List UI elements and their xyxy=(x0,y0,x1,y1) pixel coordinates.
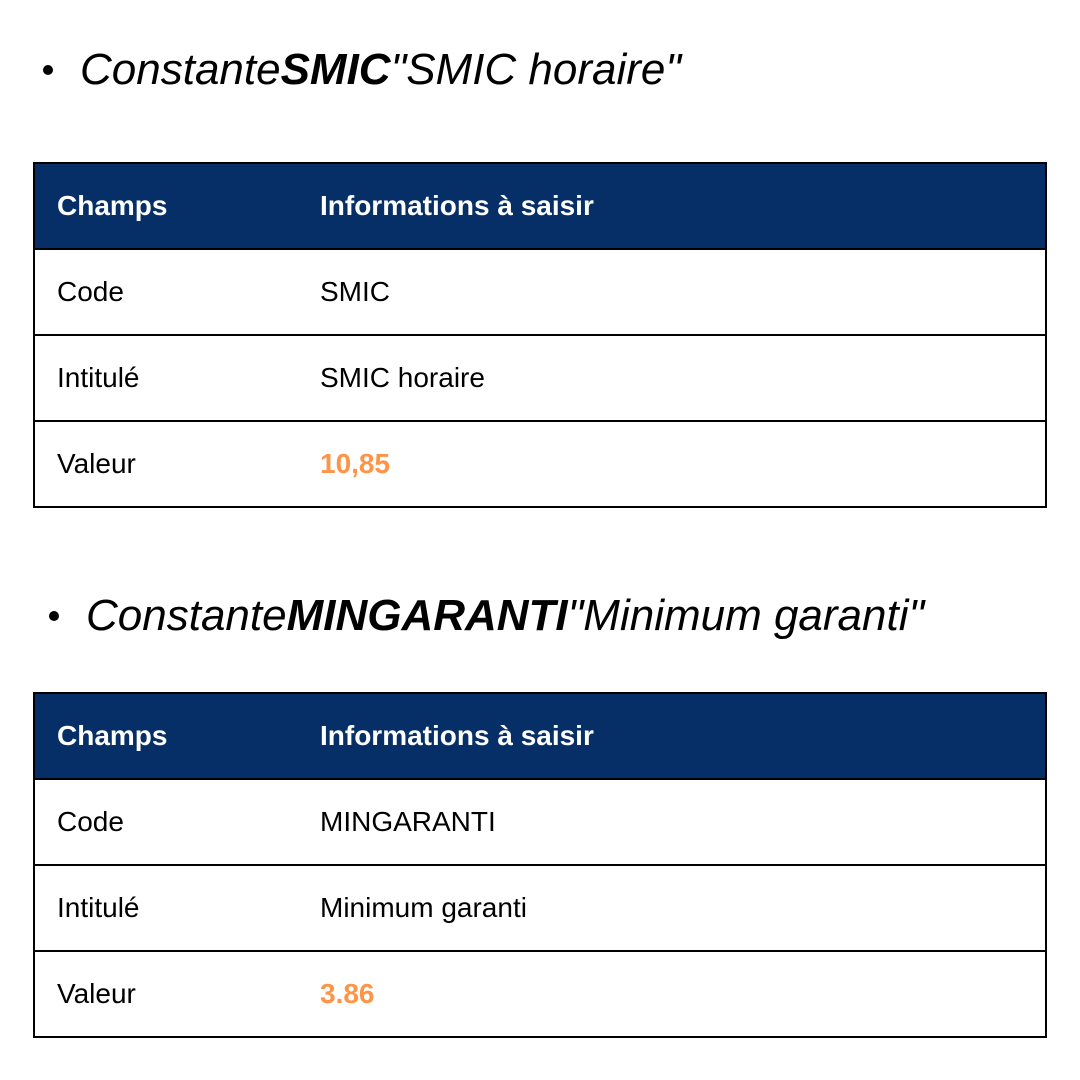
section-heading-smic xyxy=(43,45,682,94)
bullet-icon xyxy=(49,611,59,621)
field-intitule-label: Intitulé xyxy=(34,865,298,951)
header-champs: Champs xyxy=(34,693,298,779)
constant-table-smic xyxy=(33,162,1047,508)
field-intitule-value: SMIC horaire xyxy=(298,335,1046,421)
field-valeur-value: 3.86 xyxy=(298,951,1046,1037)
header-champs: Champs xyxy=(34,163,298,249)
field-intitule-value: Minimum garanti xyxy=(298,865,1046,951)
heading-label: "SMIC horaire" xyxy=(390,45,682,94)
section-heading-mingaranti xyxy=(49,591,925,640)
table-row xyxy=(34,951,1046,1037)
table-row xyxy=(34,779,1046,865)
heading-prefix: Constante xyxy=(86,591,287,640)
table-header-row xyxy=(34,163,1046,249)
field-code-value: MINGARANTI xyxy=(298,779,1046,865)
field-intitule-label: Intitulé xyxy=(34,335,298,421)
field-valeur-label: Valeur xyxy=(34,421,298,507)
heading-code: SMIC xyxy=(280,45,391,94)
heading-label: "Minimum garanti" xyxy=(567,591,925,640)
header-informations: Informations à saisir xyxy=(298,163,1046,249)
table-row xyxy=(34,421,1046,507)
table-header-row xyxy=(34,693,1046,779)
heading-prefix: Constante xyxy=(80,45,281,94)
bullet-icon xyxy=(43,65,53,75)
heading-code: MINGARANTI xyxy=(286,591,568,640)
table-row xyxy=(34,335,1046,421)
header-informations: Informations à saisir xyxy=(298,693,1046,779)
field-code-label: Code xyxy=(34,779,298,865)
field-code-label: Code xyxy=(34,249,298,335)
field-valeur-value: 10,85 xyxy=(298,421,1046,507)
table-row xyxy=(34,865,1046,951)
table-row xyxy=(34,249,1046,335)
constant-table-mingaranti xyxy=(33,692,1047,1038)
field-code-value: SMIC xyxy=(298,249,1046,335)
field-valeur-label: Valeur xyxy=(34,951,298,1037)
